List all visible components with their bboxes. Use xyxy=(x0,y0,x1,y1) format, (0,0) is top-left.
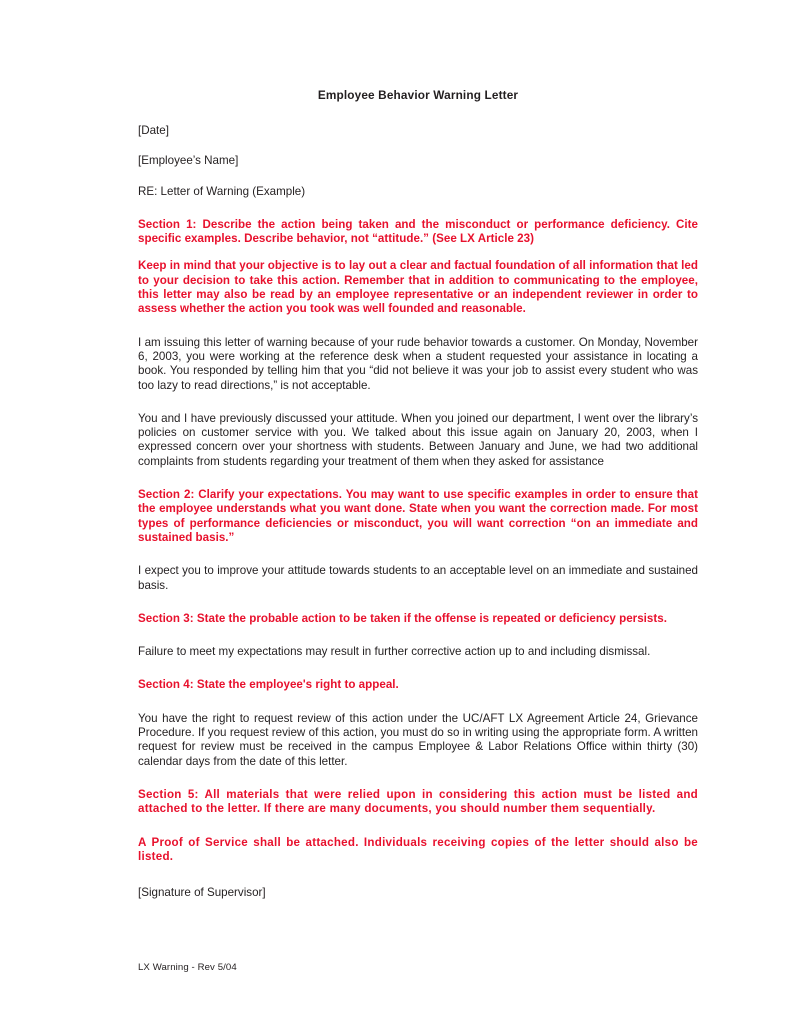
section-1-heading: Section 1: Describe the action being taken and the misconduct or performance deficiency. Cite specific examples. Describe behavior, not “attitude.” (See LX Article 23) xyxy=(138,217,698,246)
section-1-guidance: Keep in mind that your objective is to lay out a clear and factual foundation of all information that led to your decision to take this action. Remember that in addition to communicating to the employee, this letter may also be read by an employee representative or an independent reviewer in order to assess whether the action you took was well founded and reasonable. xyxy=(138,259,698,316)
subject-line: RE: Letter of Warning (Example) xyxy=(138,184,306,198)
section-4-heading: Section 4: State the employee's right to appeal. xyxy=(138,678,399,692)
proof-of-service-note: A Proof of Service shall be attached. Individuals receiving copies of the letter should also be listed. xyxy=(138,835,698,863)
document-body xyxy=(138,88,698,900)
section-5-heading: Section 5: All materials that were relied upon in considering this action must be listed and attached to the letter. If there are many documents, you should number them sequentially. xyxy=(138,787,698,816)
section-3-body: Failure to meet my expectations may result in further corrective action up to and including dismissal. xyxy=(138,645,651,659)
section-2-heading: Section 2: Clarify your expectations. You may want to use specific examples in order to ensure that the employee understands what you want done. State when you want the correction made. For most types of performance deficiencies or misconduct, you will want correction “on an immediate and sustained basis.” xyxy=(138,488,698,544)
document-footer: LX Warning - Rev 5/04 xyxy=(138,962,237,973)
section-1-body-paragraph-2: You and I have previously discussed your attitude. When you joined our department, I went over the library’s policies on customer service with you. We talked about this issue again on January 20, 2003, when I expressed concern over your shortness with students. Between January and June, we had two additional complaints from students regarding your treatment of them when they asked for assistance xyxy=(138,411,698,468)
date-placeholder: [Date] xyxy=(138,124,169,137)
section-2-body: I expect you to improve your attitude towards students to an acceptable level on an immediate and sustained basis. xyxy=(138,564,698,592)
page-title: Employee Behavior Warning Letter xyxy=(317,88,519,102)
employee-name-placeholder: [Employee’s Name] xyxy=(138,154,239,168)
signature-placeholder: [Signature of Supervisor] xyxy=(138,886,266,900)
section-3-heading: Section 3: State the probable action to be taken if the offense is repeated or deficiency persists. xyxy=(138,611,667,625)
section-1-body-paragraph-1: I am issuing this letter of warning because of your rude behavior towards a customer. On Monday, November 6, 2003, you were working at the reference desk when a student requested your assistance in locating a book. You responded by telling him that you “did not believe it was your job to assist every student who was too lazy to read directions,” is not acceptable. xyxy=(138,335,698,392)
section-4-body: You have the right to request review of this action under the UC/AFT LX Agreement Article 24, Grievance Procedure. If you request review of this action, you must do so in writing using the appropriate form. A written request for review must be received in the campus Employee & Labor Relations Office within thirty (30) calendar days from the date of this letter. xyxy=(138,711,698,768)
